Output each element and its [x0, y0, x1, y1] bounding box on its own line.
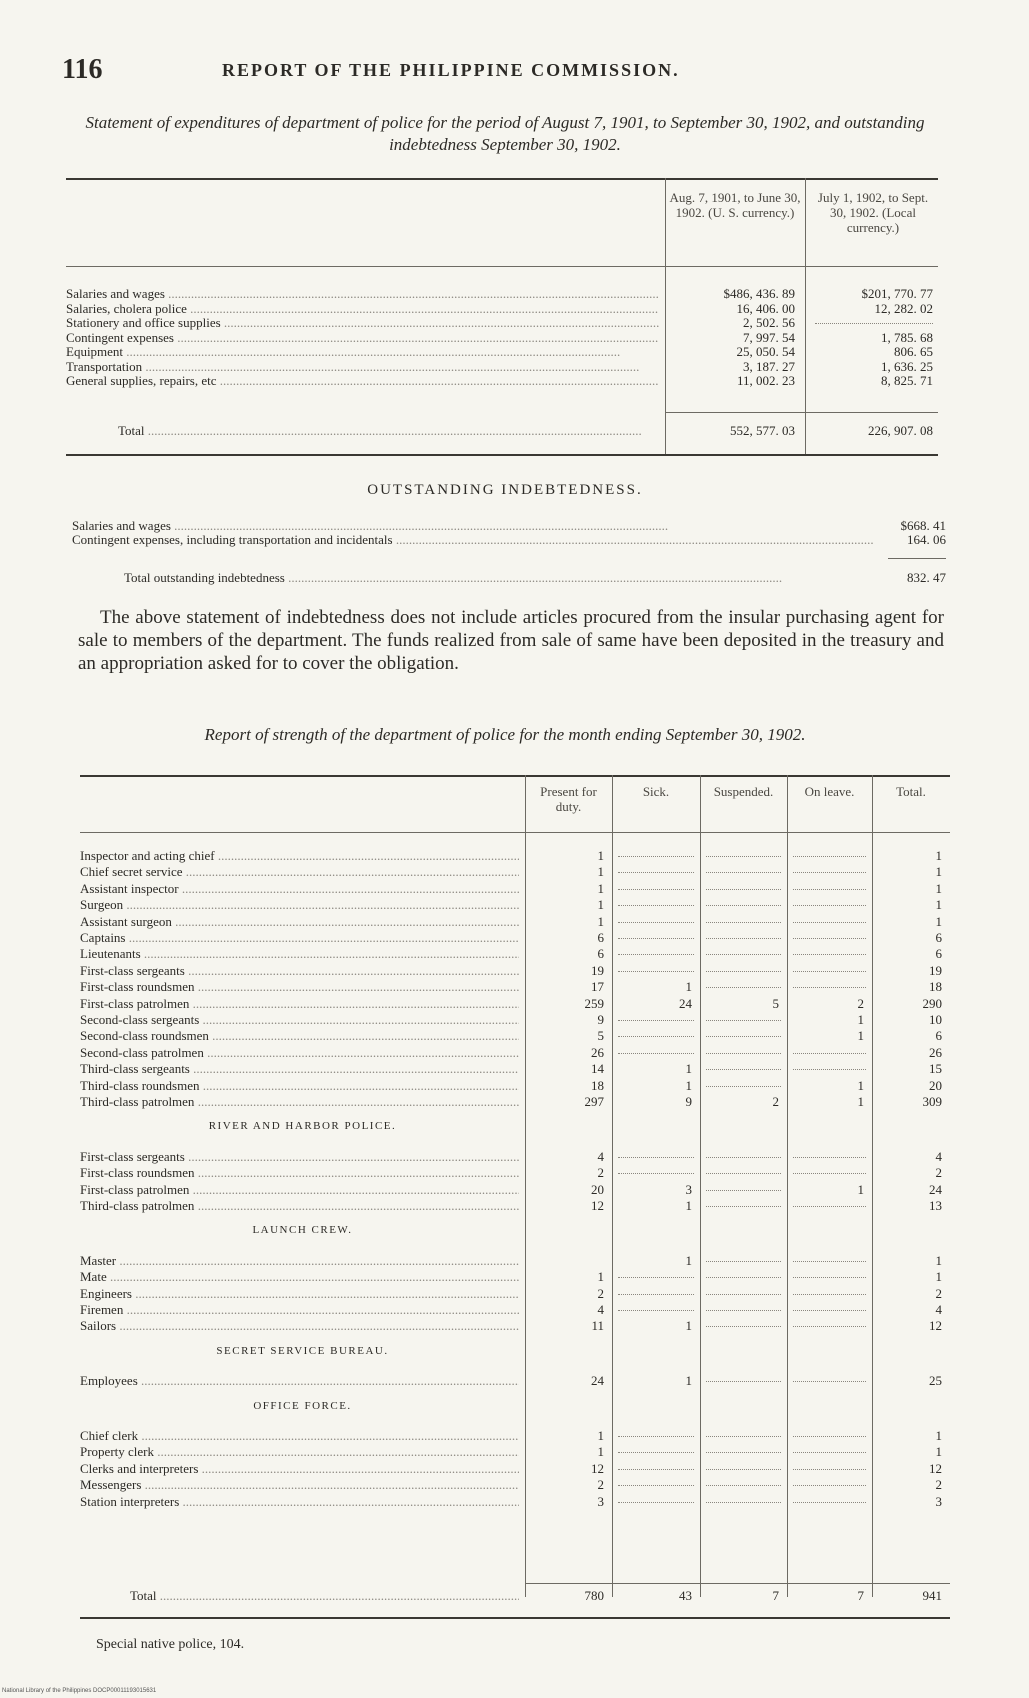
- empty-cell-leader: [618, 872, 694, 874]
- empty-cell-leader: [618, 954, 694, 956]
- table-row-label: First-class roundsmen .....: [80, 1165, 519, 1180]
- empty-cell-leader: [706, 1310, 781, 1312]
- table-cell: 8, 825. 71: [881, 373, 933, 388]
- table-cell: 19: [929, 962, 942, 978]
- table-cell: 18: [929, 979, 942, 995]
- table-row-label: First-class sergeants .....: [80, 1149, 519, 1164]
- empty-cell-leader: [793, 1485, 866, 1487]
- total-rule: [525, 1583, 950, 1584]
- table-row-label: Messengers .....: [80, 1477, 519, 1492]
- empty-cell-leader: [706, 1452, 781, 1454]
- table-cell: 18: [591, 1077, 604, 1093]
- empty-cell-leader: [793, 938, 866, 940]
- table-row-label: Surgeon .....: [80, 897, 519, 912]
- table-cell: 17: [591, 979, 604, 995]
- empty-cell-leader: [618, 1502, 694, 1504]
- table-row-label: Stationery and office supplies .....: [66, 315, 659, 330]
- table-row-label: Master .....: [80, 1253, 519, 1268]
- table-row-label: Salaries, cholera police .....: [66, 301, 659, 316]
- empty-cell-leader: [793, 954, 866, 956]
- table-row-label: First-class patrolmen .....: [80, 1182, 519, 1197]
- table-cell: 1: [935, 864, 942, 880]
- empty-cell-leader: [618, 889, 694, 891]
- table-row-label: First-class patrolmen .....: [80, 996, 519, 1011]
- table-cell: 1: [597, 1428, 604, 1443]
- table-cell: 1: [935, 1252, 942, 1268]
- section-heading: OFFICE FORCE.: [253, 1399, 352, 1412]
- table-cell: 4: [597, 1148, 604, 1164]
- indebtedness-total-label: Total outstanding indebtedness .....: [124, 570, 874, 585]
- table-cell: 1: [685, 1252, 692, 1268]
- empty-cell-leader: [618, 938, 694, 940]
- table-row-label: Third-class sergeants .....: [80, 1061, 519, 1076]
- table-cell: 14: [591, 1061, 604, 1077]
- special-police-note: Special native police, 104.: [96, 1637, 245, 1652]
- empty-cell-leader: [706, 889, 781, 891]
- table-row-label: Second-class patrolmen .....: [80, 1045, 519, 1060]
- table-row-label: Second-class sergeants .....: [80, 1012, 519, 1027]
- header-bottom-rule: [66, 266, 938, 267]
- table-cell: 1, 785. 68: [881, 329, 933, 345]
- table-row-label: Chief clerk .....: [80, 1428, 519, 1443]
- table-cell: 24: [591, 1373, 604, 1389]
- table-row-label: Third-class patrolmen .....: [80, 1198, 519, 1213]
- table-cell: 1: [857, 1077, 864, 1093]
- table-cell: 2: [772, 1094, 779, 1109]
- table-top-rule: [80, 775, 950, 777]
- table-cell: 6: [935, 946, 942, 962]
- column-header: Aug. 7, 1901, to June 30, 1902. (U. S. currency.): [669, 190, 801, 220]
- table-cell: 1: [935, 913, 942, 929]
- empty-cell-leader: [618, 1310, 694, 1312]
- empty-cell-leader: [618, 1173, 694, 1175]
- table-row-label: Captains .....: [80, 930, 519, 945]
- total-cell: 43: [679, 1588, 692, 1603]
- empty-cell-leader: [815, 323, 933, 325]
- table-cell: 297: [584, 1094, 604, 1109]
- table-cell: 3: [935, 1493, 942, 1509]
- total-cell: 7: [772, 1588, 779, 1603]
- table-bottom-rule: [80, 1617, 950, 1619]
- table-row-label: Assistant inspector .....: [80, 881, 519, 896]
- indebtedness-total-value: 832. 47: [907, 570, 946, 585]
- empty-cell-leader: [706, 1326, 781, 1328]
- empty-cell-leader: [618, 1452, 694, 1454]
- empty-cell-leader: [706, 987, 781, 989]
- indebtedness-sum-rule: [888, 558, 946, 559]
- table-cell: 3: [597, 1493, 604, 1509]
- empty-cell-leader: [793, 1502, 866, 1504]
- table-cell: 2: [597, 1477, 604, 1493]
- indebtedness-value: 164. 06: [907, 532, 946, 547]
- table-cell: 13: [929, 1198, 942, 1213]
- total-cell: 780: [584, 1588, 604, 1603]
- table-cell: 2, 502. 56: [743, 315, 795, 330]
- table-cell: 1: [685, 1077, 692, 1093]
- table-cell: 1: [597, 880, 604, 896]
- empty-cell-leader: [793, 1452, 866, 1454]
- section-heading: SECRET SERVICE BUREAU.: [216, 1344, 389, 1357]
- indebtedness-label: Contingent expenses, including transportation and incidentals .....: [72, 532, 874, 547]
- explanatory-paragraph: The above statement of indebtedness does not include articles procured from the insular purchasing agent for sale to members of the department. The funds realized from sale of same have been deposited in the treasury and an appropriation asked for to cover the obligation.: [78, 607, 944, 674]
- table-cell: 806. 65: [894, 344, 933, 359]
- empty-cell-leader: [793, 905, 866, 907]
- expenditures-caption: Statement of expenditures of department of police for the period of August 7, 1901, to September 30, 1902, and outstanding indebtedness September 30, 1902.: [85, 113, 925, 154]
- empty-cell-leader: [793, 987, 866, 989]
- table-cell: 19: [591, 962, 604, 978]
- table-cell: 1: [935, 880, 942, 896]
- empty-cell-leader: [793, 1053, 866, 1055]
- empty-cell-leader: [618, 1294, 694, 1296]
- empty-cell-leader: [618, 1436, 694, 1438]
- table-cell: 10: [929, 1012, 942, 1027]
- table-cell: 26: [591, 1044, 604, 1060]
- column-header: Sick.: [642, 784, 670, 799]
- table-cell: 1: [857, 1028, 864, 1044]
- table-row-label: First-class sergeants .....: [80, 963, 519, 978]
- table-cell: 3, 187. 27: [743, 358, 795, 374]
- table-cell: 12: [591, 1460, 604, 1476]
- table-cell: $486, 436. 89: [723, 286, 795, 301]
- empty-cell-leader: [706, 1036, 781, 1038]
- table-row-label: Second-class roundsmen .....: [80, 1028, 519, 1043]
- table-row-label: Equipment .....: [66, 344, 659, 359]
- empty-cell-leader: [706, 905, 781, 907]
- table-cell: 259: [584, 995, 604, 1011]
- empty-cell-leader: [706, 1502, 781, 1504]
- empty-cell-leader: [618, 922, 694, 924]
- empty-cell-leader: [793, 1310, 866, 1312]
- empty-cell-leader: [706, 1020, 781, 1022]
- table-cell: 3: [685, 1181, 692, 1197]
- table-row-label: Assistant surgeon .....: [80, 914, 519, 929]
- table-cell: 1: [685, 1318, 692, 1334]
- outstanding-heading: OUTSTANDING INDEBTEDNESS.: [367, 482, 643, 498]
- table-row-label: Third-class roundsmen .....: [80, 1078, 519, 1093]
- table-row-label: Third-class patrolmen .....: [80, 1094, 519, 1109]
- table-cell: 1: [857, 1094, 864, 1109]
- table-cell: 1, 636. 25: [881, 358, 933, 374]
- table-cell: 1: [597, 1269, 604, 1285]
- table-cell: 2: [935, 1477, 942, 1493]
- indebtedness-value: $668. 41: [900, 518, 946, 533]
- total-cell: 552, 577. 03: [730, 423, 795, 438]
- table-cell: 4: [597, 1302, 604, 1317]
- empty-cell-leader: [793, 1326, 866, 1328]
- table-cell: 6: [597, 930, 604, 945]
- empty-cell-leader: [706, 1381, 781, 1383]
- empty-cell-leader: [706, 1069, 781, 1071]
- table-cell: 12: [929, 1318, 942, 1334]
- table-cell: 26: [929, 1044, 942, 1060]
- empty-cell-leader: [618, 971, 694, 973]
- empty-cell-leader: [706, 938, 781, 940]
- total-cell: 7: [857, 1588, 864, 1603]
- table-cell: 20: [591, 1181, 604, 1197]
- empty-cell-leader: [706, 1206, 781, 1208]
- table-bottom-rule: [66, 454, 938, 456]
- empty-cell-leader: [618, 1485, 694, 1487]
- empty-cell-leader: [793, 1381, 866, 1383]
- table-cell: 6: [935, 1028, 942, 1044]
- table-cell: 6: [597, 946, 604, 962]
- table-row-label: Inspector and acting chief .....: [80, 848, 519, 863]
- empty-cell-leader: [618, 905, 694, 907]
- table-row-label: General supplies, repairs, etc .....: [66, 373, 659, 388]
- empty-cell-leader: [706, 1485, 781, 1487]
- column-header: On leave.: [804, 784, 855, 799]
- total-cell: 226, 907. 08: [868, 423, 933, 438]
- table-row-label: Station interpreters .....: [80, 1494, 519, 1509]
- empty-cell-leader: [618, 856, 694, 858]
- section-heading: RIVER AND HARBOR POLICE.: [208, 1120, 397, 1133]
- table-cell: 16, 406. 00: [736, 300, 795, 316]
- table-cell: 1: [597, 1444, 604, 1460]
- empty-cell-leader: [618, 1036, 694, 1038]
- empty-cell-leader: [793, 1469, 866, 1471]
- table-cell: 1: [685, 1061, 692, 1077]
- empty-cell-leader: [793, 1069, 866, 1071]
- table-cell: 9: [685, 1094, 692, 1109]
- table-cell: 25: [929, 1373, 942, 1389]
- empty-cell-leader: [618, 1053, 694, 1055]
- table-row-label: Transportation .....: [66, 359, 659, 374]
- empty-cell-leader: [793, 1277, 866, 1279]
- total-label: Total .....: [130, 1588, 519, 1603]
- table-cell: 6: [935, 930, 942, 945]
- table-row-label: Engineers .....: [80, 1286, 519, 1301]
- empty-cell-leader: [793, 1206, 866, 1208]
- table-row-label: Mate .....: [80, 1269, 519, 1284]
- table-row-label: Chief secret service .....: [80, 864, 519, 879]
- table-cell: 1: [597, 913, 604, 929]
- table-cell: 2: [597, 1285, 604, 1301]
- table-cell: 2: [935, 1165, 942, 1181]
- column-divider: [700, 775, 701, 1597]
- empty-cell-leader: [793, 856, 866, 858]
- empty-cell-leader: [618, 1469, 694, 1471]
- table-row-label: Lieutenants .....: [80, 946, 519, 961]
- running-title: REPORT OF THE PHILIPPINE COMMISSION.: [222, 60, 680, 80]
- table-row-label: Clerks and interpreters .....: [80, 1461, 519, 1476]
- column-header: July 1, 1902, to Sept. 30, 1902. (Local currency.): [817, 190, 929, 235]
- column-header: Suspended.: [713, 784, 774, 799]
- table-cell: 290: [922, 995, 942, 1011]
- table-cell: 2: [857, 995, 864, 1011]
- empty-cell-leader: [706, 856, 781, 858]
- table-cell: 1: [935, 1269, 942, 1285]
- table-cell: 11: [591, 1318, 604, 1334]
- header-bottom-rule: [80, 832, 950, 833]
- empty-cell-leader: [706, 971, 781, 973]
- empty-cell-leader: [706, 1436, 781, 1438]
- empty-cell-leader: [706, 954, 781, 956]
- table-cell: 1: [597, 897, 604, 913]
- total-cell: 941: [922, 1588, 942, 1603]
- column-header: Present for duty.: [540, 784, 597, 814]
- scan-footer-tag: National Library of the Philippines DOCP00011193015631: [2, 1688, 157, 1694]
- table-cell: 4: [935, 1148, 942, 1164]
- total-label: Total .....: [118, 423, 659, 438]
- empty-cell-leader: [706, 1157, 781, 1159]
- table-cell: 1: [935, 897, 942, 913]
- empty-cell-leader: [706, 1277, 781, 1279]
- table-row-label: Firemen .....: [80, 1302, 519, 1317]
- table-cell: 2: [597, 1165, 604, 1181]
- table-cell: 1: [685, 1198, 692, 1213]
- table-cell: 1: [685, 979, 692, 995]
- empty-cell-leader: [793, 889, 866, 891]
- table-cell: 1: [857, 1012, 864, 1027]
- table-cell: 24: [679, 995, 692, 1011]
- table-cell: 24: [929, 1181, 942, 1197]
- empty-cell-leader: [706, 922, 781, 924]
- empty-cell-leader: [793, 971, 866, 973]
- empty-cell-leader: [706, 1261, 781, 1263]
- empty-cell-leader: [618, 1277, 694, 1279]
- table-cell: 9: [597, 1012, 604, 1027]
- table-cell: 309: [922, 1094, 942, 1109]
- page-number: 116: [62, 54, 103, 85]
- table-cell: 7, 997. 54: [743, 329, 795, 345]
- table-cell: 1: [935, 848, 942, 863]
- total-rule: [665, 412, 938, 413]
- section-heading: LAUNCH CREW.: [252, 1224, 353, 1237]
- table-cell: 1: [685, 1373, 692, 1389]
- table-row-label: Salaries and wages .....: [66, 286, 659, 301]
- empty-cell-leader: [793, 1294, 866, 1296]
- empty-cell-leader: [706, 1053, 781, 1055]
- empty-cell-leader: [706, 1190, 781, 1192]
- table-cell: $201, 770. 77: [861, 286, 933, 301]
- table-cell: 12: [929, 1460, 942, 1476]
- table-cell: 5: [772, 995, 779, 1011]
- empty-cell-leader: [618, 1157, 694, 1159]
- table-cell: 1: [597, 848, 604, 863]
- empty-cell-leader: [793, 1261, 866, 1263]
- strength-caption: Report of strength of the department of police for the month ending September 30, 1902.: [204, 725, 806, 744]
- empty-cell-leader: [706, 1173, 781, 1175]
- table-row-label: Employees .....: [80, 1373, 519, 1388]
- table-cell: 20: [929, 1077, 942, 1093]
- table-cell: 1: [857, 1181, 864, 1197]
- table-cell: 25, 050. 54: [736, 344, 795, 359]
- empty-cell-leader: [706, 1469, 781, 1471]
- table-cell: 5: [597, 1028, 604, 1044]
- empty-cell-leader: [706, 1294, 781, 1296]
- table-row-label: First-class roundsmen .....: [80, 979, 519, 994]
- empty-cell-leader: [706, 872, 781, 874]
- table-row-label: Property clerk .....: [80, 1444, 519, 1459]
- table-cell: 15: [929, 1061, 942, 1077]
- empty-cell-leader: [793, 872, 866, 874]
- table-cell: 11, 002. 23: [736, 373, 795, 388]
- table-cell: 1: [935, 1444, 942, 1460]
- table-cell: 12: [591, 1198, 604, 1213]
- table-cell: 1: [935, 1428, 942, 1443]
- empty-cell-leader: [793, 1173, 866, 1175]
- table-row-label: Contingent expenses .....: [66, 330, 659, 345]
- table-top-rule: [66, 178, 938, 180]
- indebtedness-label: Salaries and wages .....: [72, 518, 874, 533]
- table-cell: 1: [597, 864, 604, 880]
- page-header: [62, 54, 962, 90]
- column-header: Total.: [896, 784, 926, 799]
- empty-cell-leader: [706, 1086, 781, 1088]
- table-cell: 2: [935, 1285, 942, 1301]
- table-row-label: Sailors .....: [80, 1318, 519, 1333]
- empty-cell-leader: [618, 1020, 694, 1022]
- table-cell: 12, 282. 02: [874, 300, 933, 316]
- empty-cell-leader: [793, 1157, 866, 1159]
- table-cell: 4: [935, 1302, 942, 1317]
- empty-cell-leader: [793, 922, 866, 924]
- empty-cell-leader: [793, 1436, 866, 1438]
